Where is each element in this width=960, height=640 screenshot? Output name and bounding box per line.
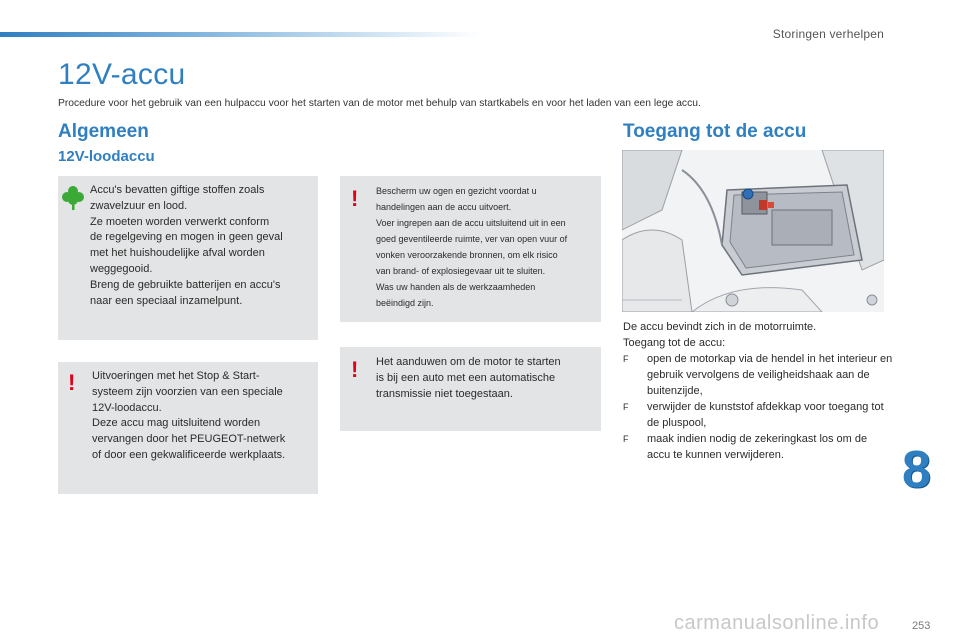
safety-warning-box [340,176,601,322]
access-intro-line: Toegang tot de accu: [623,337,726,349]
warning-exclamation-icon: ! [351,357,359,382]
general-heading: Algemeen [58,121,149,142]
section-label: Storingen verhelpen [772,27,884,41]
access-step: F verwijder de kunststof afdekkap voor toegang tot de pluspool, [623,401,884,429]
bullet-icon: F [623,354,629,364]
push-start-warning-text: Het aanduwen om de motor te starten is bij een auto met een automatische transmissie niet toegestaan. [376,356,561,400]
recycling-text: Accu's bevatten giftige stoffen zoals zwavelzuur en lood. Ze moeten worden verwerkt conform de regelgeving en mogen in geen geval met het huishoudelijke afval worden weggegooid. Breng de gebruikte batterijen en accu's naar een speciaal inzamelpunt. [90,184,283,307]
recycling-info-box [58,176,318,340]
access-intro-line: De accu bevindt zich in de motorruimte. [623,321,817,333]
page-title: 12V-accu [58,58,186,91]
warning-exclamation-icon: ! [68,370,76,395]
warning-exclamation-icon: ! [351,186,359,211]
header-accent-bar [0,32,480,37]
page-number: 253 [912,620,931,632]
recycle-tree-icon [61,185,85,211]
bullet-icon: F [623,402,629,412]
lead-acid-subheading: 12V-loodaccu [58,148,155,165]
watermark: carmanualsonline.info [674,612,880,634]
access-step: F open de motorkap via de hendel in het interieur en gebruik vervolgens de veiligheidshaak aan de buitenzijde, [623,353,893,397]
safety-warning-text: Bescherm uw ogen en gezicht voordat u handelingen aan de accu uitvoert. Voer ingrepen aan de accu uitsluitend uit in een goed geventileerde ruimte, ver van open vuur of vonken veroorzakende bronnen, om elk risico van brand- of explosiegevaar uit te sluiten. Was uw handen als de werkzaamheden beëindigd zijn. [376,186,568,308]
stop-start-warning-text: Uitvoeringen met het Stop & Start- systeem zijn voorzien van een speciale 12V-loodaccu. Deze accu mag uitsluitend worden vervangen door het PEUGEOT-netwerk of door een gekwalificeerde werkplaats. [92,370,286,461]
access-heading: Toegang tot de accu [623,121,807,142]
push-start-warning-box [340,347,601,431]
engine-bay-illustration [622,150,884,312]
access-step: F maak indien nodig de zekeringkast los om de accu te kunnen verwijderen. [623,433,868,461]
intro-text: Procedure voor het gebruik van een hulpaccu voor het starten van de motor met behulp van startkabels en voor het laden van een lege accu. [58,98,701,109]
access-instructions [623,319,893,463]
chapter-number: 8 [902,441,931,499]
bullet-icon: F [623,434,629,444]
stop-start-warning-box [58,362,318,494]
engine-compartment-battery-photo [622,150,884,312]
